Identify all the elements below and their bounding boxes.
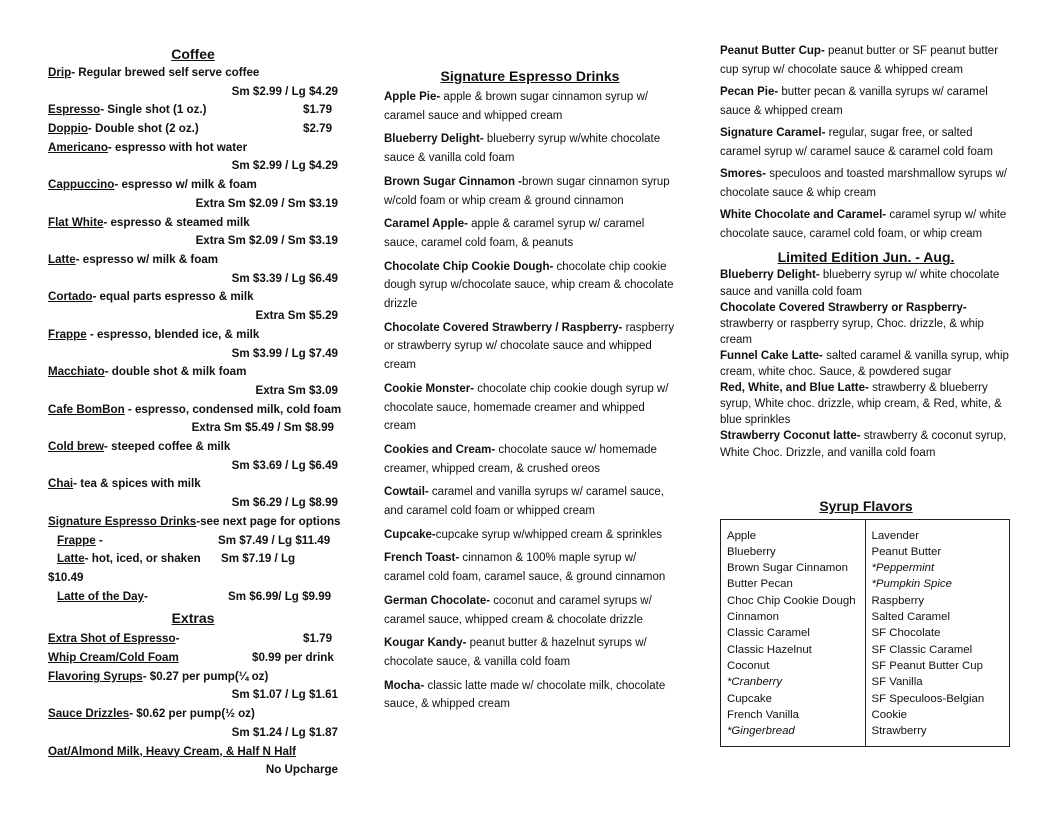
syrup-item: SF Speculoos-Belgian [871,692,985,705]
extra-milk: Oat/Almond Milk, Heavy Cream, & Half N Half [48,744,297,758]
price-doppio: $2.79 [303,122,333,136]
price-sig-latte: Sm $7.19 / Lg [221,552,296,566]
price-cafe-bombon: Extra Sm $5.49 / Sm $8.99 [191,421,334,435]
syrup-item: Brown Sugar Cinnamon [727,562,848,575]
syrup-item: Strawberry [871,725,927,738]
syrup-item: Classic Hazelnut [727,643,812,656]
syrup-item: Classic Caramel [727,627,810,640]
syrup-item: Apple [727,529,757,542]
coffee-heading: Coffee [171,46,215,62]
extra-syrups: Flavoring Syrups- $0.27 per pump(¼ oz) [48,669,269,683]
menu-item-latte-of-the-day: Latte of the Day- Sm $6.99/ Lg $9.99 [48,588,338,607]
syrup-table [720,519,1010,747]
syrup-column-left [721,520,865,746]
syrup-item: Salted Caramel [871,611,951,624]
signature-list [384,88,676,714]
menu-item-espresso: Espresso- Single shot (1 oz.) $1.79 [48,101,338,120]
price-sig-frappe: Sm $7.49 / Lg $11.49 [218,533,331,547]
price-chai: Sm $6.29 / Lg $8.99 [231,496,338,510]
syrup-item: *Cranberry [727,676,783,689]
price-extra-shot: $1.79 [303,632,333,646]
drink-item: French Toast- cinnamon & 100% maple syrup w/ caramel cold foam, caramel sauce, & ground cinnamon [384,552,666,584]
coffee-column [48,0,342,780]
limited-item: Red, White, and Blue Latte- strawberry & blueberry syrup, White choc. drizzle, whip cream, & Red, white, & blue sprinkles [720,382,1002,427]
syrup-column-right [865,520,1010,746]
drink-item: Cookie Monster- chocolate chip cookie dough syrup w/ chocolate sauce, homemade creamer and whipped cream [384,382,669,433]
drink-item: German Chocolate- coconut and caramel syrups w/ caramel sauce, whipped cream & chocolate drizzle [384,594,652,626]
menu-item-doppio: Doppio- Double shot (2 oz.) $2.79 [48,120,338,139]
syrup-item: SF Vanilla [871,676,923,689]
price-latte-of-the-day: Sm $6.99/ Lg $9.99 [228,589,332,603]
price-milk: No Upcharge [265,763,338,777]
menu-item-macchiato: Macchiato- double shot & milk foam [48,365,247,379]
syrup-item: SF Classic Caramel [871,643,973,656]
drink-item: Smores- speculoos and toasted marshmallow syrups w/ chocolate sauce & whip cream [720,168,1008,199]
syrup-heading: Syrup Flavors [819,497,913,514]
menu-item-cafe-bombon: Cafe BomBon - espresso, condensed milk, cold foam [48,402,342,416]
menu-item-sig-frappe: Frappe - Sm $7.49 / Lg $11.49 [48,532,338,551]
extra-shot: Extra Shot of Espresso- $1.79 [48,630,338,649]
drink-item: Peanut Butter Cup- peanut butter or SF peanut butter cup syrup w/ chocolate sauce & whipped cream [720,45,999,76]
drink-item: White Chocolate and Caramel- caramel syrup w/ white chocolate sauce, caramel cold foam, or whip cream [720,209,1007,241]
syrup-item: Peanut Butter [871,545,942,558]
limited-heading: Limited Edition Jun. - Aug. [777,249,955,266]
menu-item-americano: Americano- espresso with hot water [48,140,248,154]
syrup-item: Coconut [727,659,770,672]
menu-item-latte: Latte- espresso w/ milk & foam [48,253,219,266]
price-latte: Sm $3.39 / Lg $6.49 [231,271,338,285]
syrup-item: *Pumpkin Spice [871,578,952,591]
limited-item: Strawberry Coconut latte- strawberry & coconut syrup, White Choc. Drizzle, and vanilla cold foam [720,430,1007,459]
right-column [720,0,1012,747]
limited-list [720,267,1012,460]
drink-item: Signature Caramel- regular, sugar free, or salted caramel syrup w/ caramel sauce & caramel cold foam [720,127,993,158]
price-drip: Sm $2.99 / Lg $4.29 [231,84,338,98]
syrup-item: Cupcake [727,692,772,705]
drink-item: Brown Sugar Cinnamon -brown sugar cinnamon syrup w/cold foam or whip cream & ground cinnamon [384,175,670,207]
drink-item: Cookies and Cream- chocolate sauce w/ homemade creamer, whipped cream, & crushed oreos [384,443,657,475]
menu-item-cortado: Cortado- equal parts espresso & milk [48,290,254,304]
syrup-item: Blueberry [727,545,776,558]
extra-whip: Whip Cream/Cold Foam $0.99 per drink [48,649,338,668]
syrup-item: Cinnamon [727,611,779,624]
extras-heading: Extras [171,610,215,627]
drink-item: Kougar Kandy- peanut butter & hazelnut syrups w/ chocolate sauce, & vanilla cold foam [384,637,647,668]
drink-item: Chocolate Chip Cookie Dough- chocolate chip cookie dough syrup w/chocolate sauce, whip cream & chocolate drizzle [384,260,674,311]
price-frappe: Sm $3.99 / Lg $7.49 [231,346,338,360]
drink-item: Chocolate Covered Strawberry / Raspberry- raspberry or strawberry syrup w/ chocolate sauce and whipped cream [384,321,675,372]
syrup-item: Butter Pecan [727,578,793,591]
drink-item: Caramel Apple- apple & caramel syrup w/ caramel sauce, caramel cold foam, & peanuts [384,218,645,249]
price-cappuccino: Extra Sm $2.09 / Sm $3.19 [195,196,338,210]
syrup-item: Choc Chip Cookie Dough [727,594,856,607]
extra-sauce: Sauce Drizzles- $0.62 per pump(½ oz) [48,707,255,721]
syrup-item: *Gingerbread [727,725,795,738]
price-sig-latte-wrap: $10.49 [48,570,84,584]
menu-item-drip: Drip- Regular brewed self serve coffee [48,66,260,79]
menu-item-signature: Signature Espresso Drinks-see next page for options [48,514,341,528]
drink-item: Mocha- classic latte made w/ chocolate milk, chocolate sauce, & whipped cream [384,679,666,711]
price-syrups: Sm $1.07 / Lg $1.61 [231,688,338,702]
drink-item: Apple Pie- apple & brown sugar cinnamon syrup w/ caramel sauce and whipped cream [384,91,648,122]
menu-item-sig-latte: Latte- hot, iced, or shaken Sm $7.19 / Lg [48,550,338,569]
syrup-item: SF Chocolate [871,627,941,640]
limited-item: Chocolate Covered Strawberry or Raspberry- strawberry or raspberry syrup, Choc. drizzle, & whip cream [720,301,984,346]
syrup-item: SF Peanut Butter Cup [871,659,983,672]
price-espresso: $1.79 [303,103,333,117]
syrup-item: Lavender [871,529,919,542]
price-americano: Sm $2.99 / Lg $4.29 [231,159,338,173]
syrup-item: French Vanilla [727,708,799,721]
signature-column [384,0,676,719]
drink-item: Blueberry Delight- blueberry syrup w/white chocolate sauce & vanilla cold foam [384,133,661,165]
syrup-item: *Peppermint [871,562,935,575]
drink-item: Pecan Pie- butter pecan & vanilla syrups w/ caramel sauce & whipped cream [720,86,988,117]
limited-item: Funnel Cake Latte- salted caramel & vanilla syrup, whip cream, white choc. Sauce, & powdered sugar [720,349,1009,379]
menu-item-flat-white: Flat White- espresso & steamed milk [48,215,250,229]
signature-heading: Signature Espresso Drinks [440,68,620,84]
menu-item-cappuccino: Cappuccino- espresso w/ milk & foam [48,178,257,192]
syrup-item: Cookie [871,708,907,721]
drink-item: Cowtail- caramel and vanilla syrups w/ caramel sauce, and caramel cold foam or whipped cream [384,486,664,518]
drink-item: Cupcake-cupcake syrup w/whipped cream & sprinkles [384,528,663,541]
menu-item-cold-brew: Cold brew- steeped coffee & milk [48,440,231,454]
menu-item-frappe: Frappe - espresso, blended ice, & milk [48,327,260,341]
price-cold-brew: Sm $3.69 / Lg $6.49 [231,458,338,472]
price-flat-white: Extra Sm $2.09 / Sm $3.19 [195,234,338,248]
limited-item: Blueberry Delight- blueberry syrup w/ white chocolate sauce and vanilla cold foam [720,269,1000,298]
menu-item-chai: Chai- tea & spices with milk [48,477,201,491]
price-cortado: Extra Sm $5.29 [255,309,338,323]
price-sauce: Sm $1.24 / Lg $1.87 [231,725,338,739]
price-whip: $0.99 per drink [252,651,334,664]
price-macchiato: Extra Sm $3.09 [255,383,338,397]
syrup-item: Raspberry [871,594,925,607]
